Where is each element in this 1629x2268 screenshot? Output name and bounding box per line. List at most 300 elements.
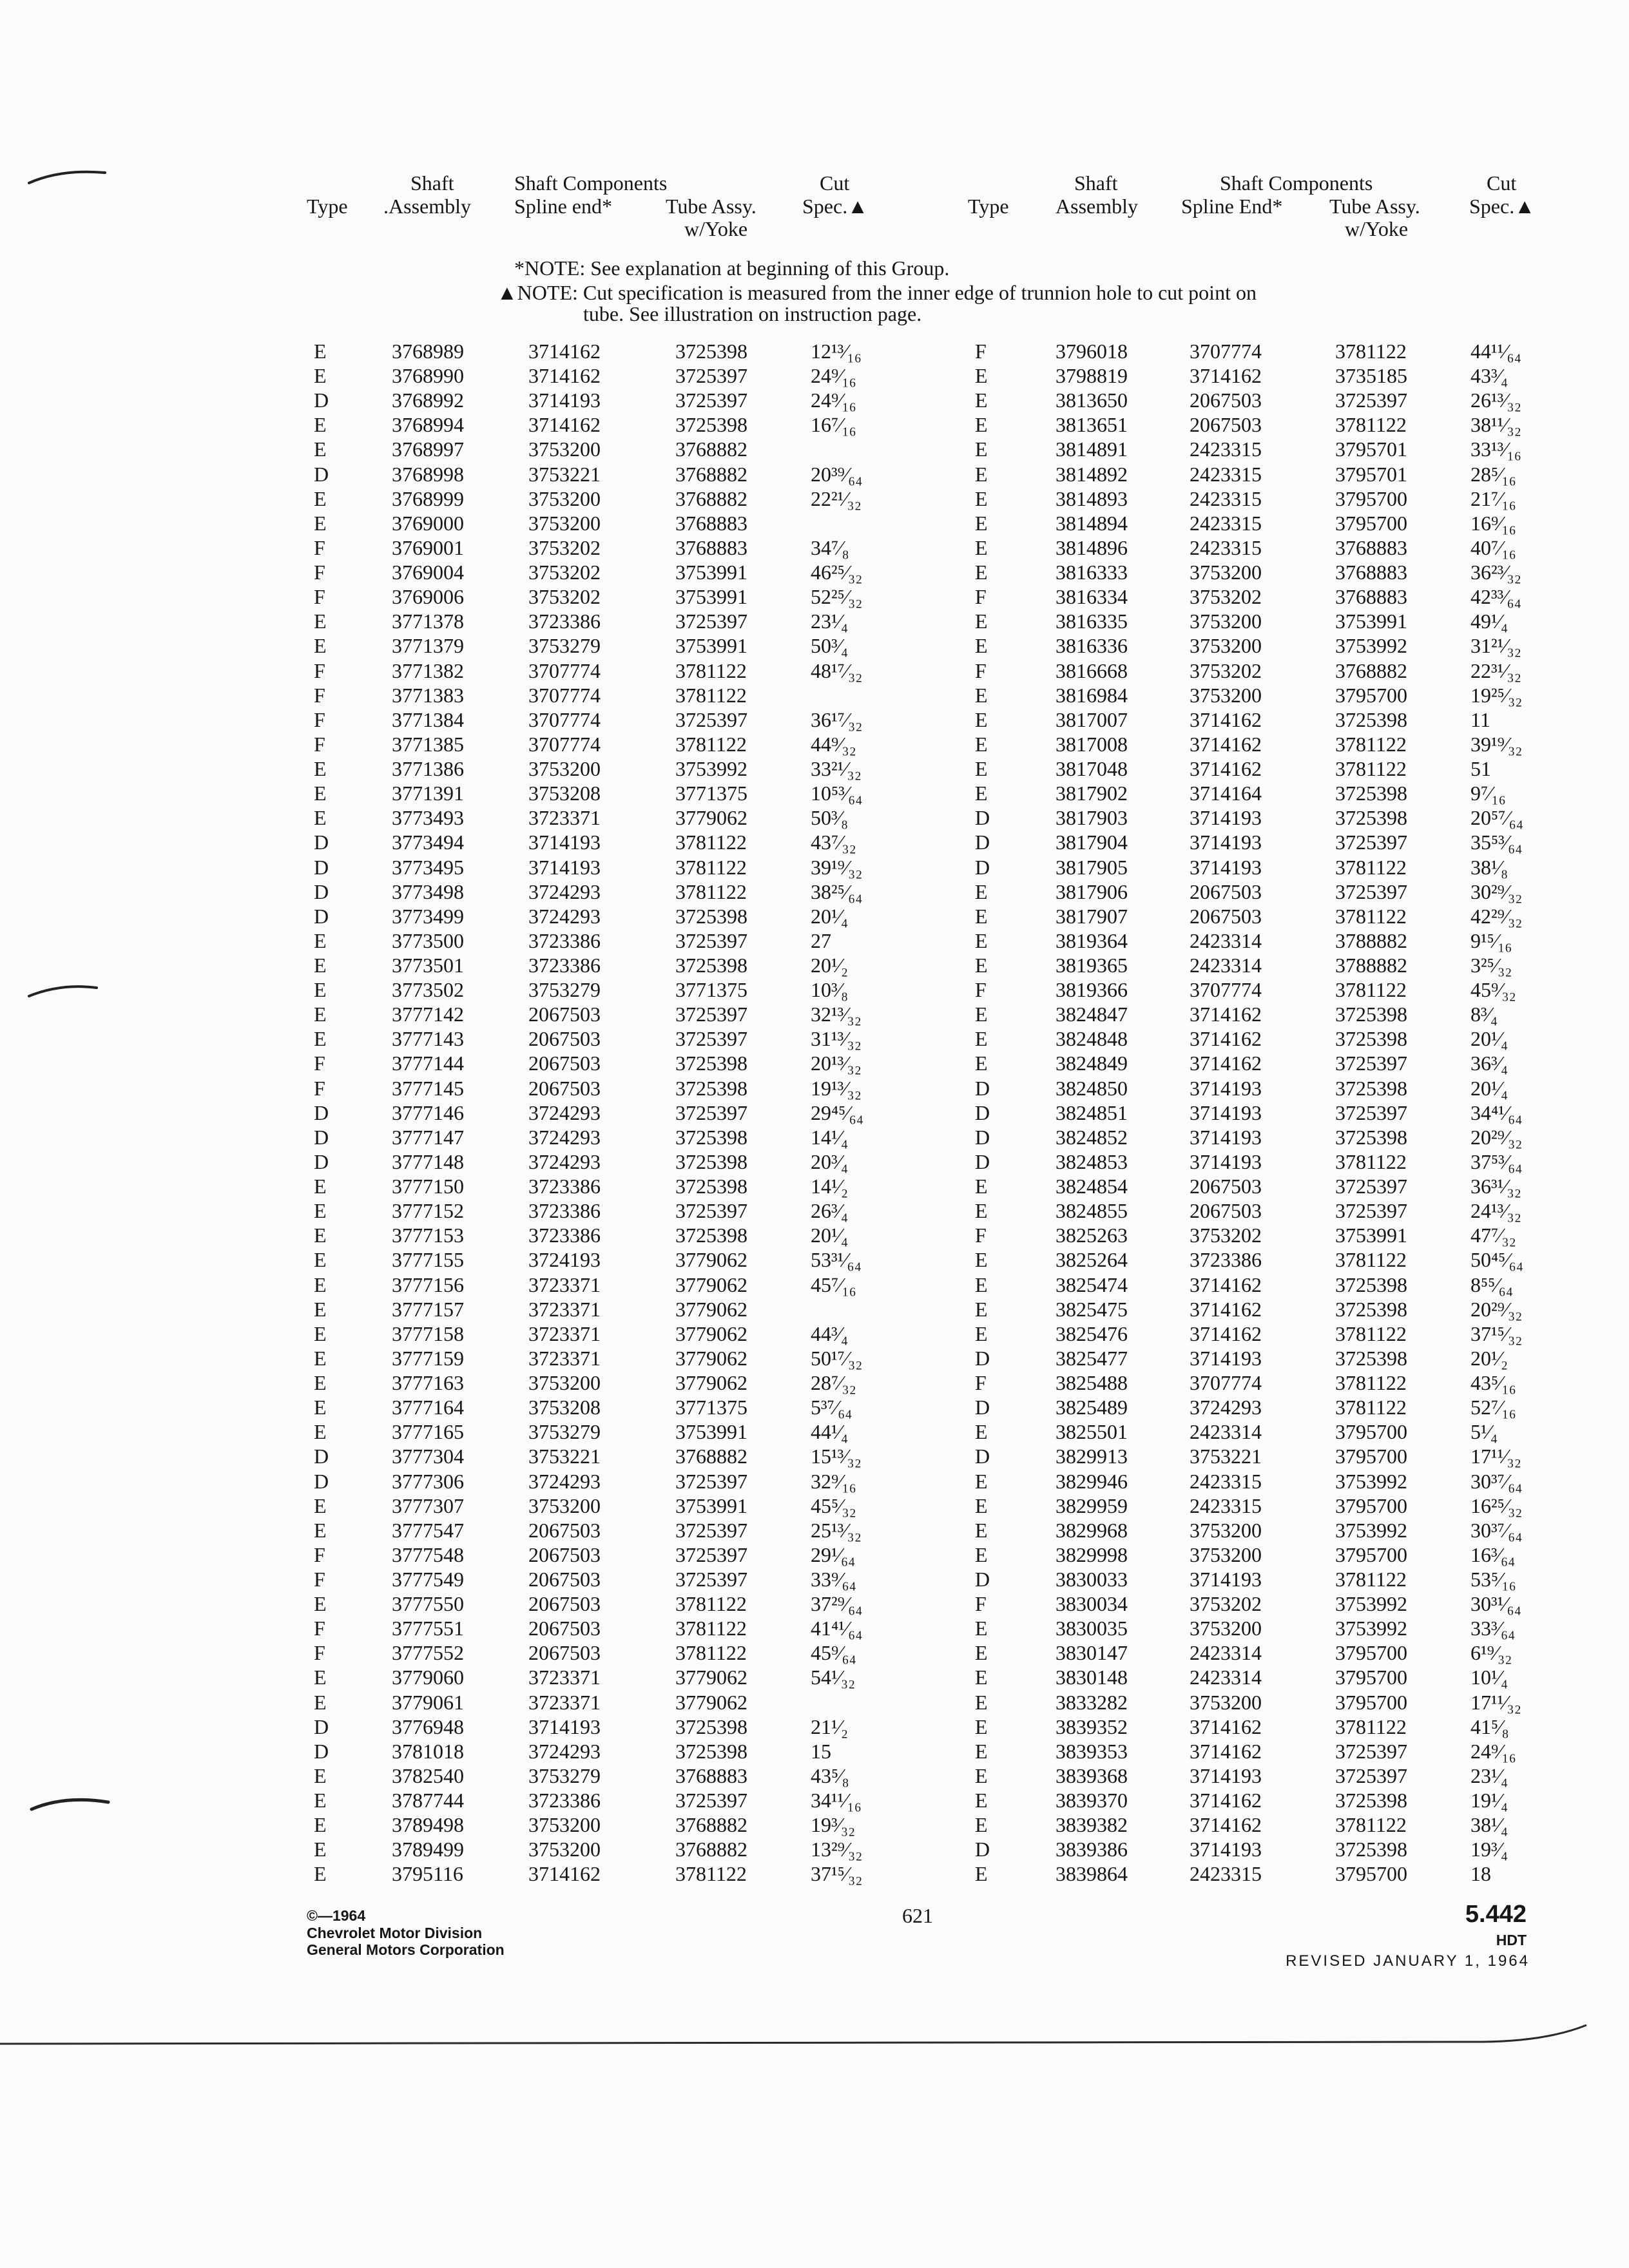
cut-spec-cell: 19¹⁄₄	[1470, 1789, 1509, 1812]
cut-spec-cell: 52⁷⁄₁₆	[1470, 1396, 1516, 1419]
tube-assy-cell: 3788882	[1335, 928, 1407, 952]
tube-assy-cell: 3725398	[675, 954, 747, 977]
shaft-assembly-cell: 3777147	[392, 1125, 464, 1149]
spline-end-cell: 3714162	[1190, 1789, 1262, 1812]
table-row	[0, 1640, 1629, 1665]
type-cell: D	[975, 1149, 990, 1173]
spline-end-cell: 2423315	[1190, 486, 1262, 510]
type-cell: E	[314, 806, 327, 830]
tube-assy-cell: 3725397	[675, 389, 747, 412]
cut-spec-cell: 13²⁹⁄₃₂	[811, 1838, 863, 1861]
spline-end-cell: 3723386	[528, 1175, 601, 1198]
type-cell: D	[975, 1100, 990, 1124]
shaft-assembly-cell: 3816668	[1055, 658, 1128, 682]
type-cell: E	[314, 1838, 327, 1861]
shaft-assembly-cell: 3830148	[1055, 1666, 1128, 1689]
shaft-assembly-cell: 3777144	[392, 1052, 464, 1075]
table-row	[0, 1297, 1629, 1321]
table-row	[0, 879, 1629, 904]
shaft-assembly-cell: 3814894	[1055, 511, 1128, 535]
cut-spec-cell: 53⁵⁄₁₆	[1470, 1568, 1516, 1591]
shaft-assembly-cell: 3768998	[392, 462, 464, 486]
tube-assy-cell: 3725397	[675, 1568, 747, 1591]
cut-spec-cell: 45⁵⁄₃₂	[811, 1494, 856, 1517]
cut-spec-cell: 39¹⁹⁄₃₂	[1470, 732, 1523, 756]
type-cell: E	[314, 1027, 327, 1051]
cut-spec-cell: 37⁵³⁄₆₄	[1470, 1149, 1523, 1173]
cut-spec-cell: 45⁷⁄₁₆	[811, 1273, 856, 1296]
type-cell: E	[314, 1813, 327, 1837]
spline-end-cell: 3724293	[528, 1100, 601, 1124]
tube-assy-cell: 3768882	[675, 1813, 747, 1837]
spline-end-cell: 2423314	[1190, 1641, 1262, 1665]
cut-spec-cell: 27	[811, 928, 831, 952]
type-cell: F	[314, 1568, 325, 1591]
type-cell: E	[975, 1862, 988, 1886]
cut-spec-cell: 20¹⁄₂	[1470, 1346, 1509, 1370]
tube-assy-cell: 3768882	[675, 437, 747, 461]
type-cell: E	[975, 707, 988, 731]
type-cell: E	[314, 1346, 327, 1370]
spline-end-cell: 3714193	[1190, 1763, 1262, 1787]
type-cell: D	[314, 1739, 329, 1763]
right-header-spline-end: Spline End*	[1181, 195, 1283, 218]
tube-assy-cell: 3725398	[1335, 1789, 1407, 1812]
shaft-assembly-cell: 3817906	[1055, 879, 1128, 903]
shaft-assembly-cell: 3814896	[1055, 535, 1128, 559]
cut-spec-cell: 38²⁵⁄₆₄	[811, 879, 863, 903]
tube-assy-cell: 3781122	[675, 1592, 747, 1616]
shaft-assembly-cell: 3769004	[392, 561, 464, 584]
type-cell: E	[975, 1715, 988, 1738]
shaft-assembly-cell: 3829913	[1055, 1445, 1128, 1468]
cut-spec-cell: 15	[811, 1739, 831, 1763]
shaft-assembly-cell: 3777155	[392, 1248, 464, 1272]
tube-assy-cell: 3725397	[1335, 1175, 1407, 1198]
cut-spec-cell: 30³¹⁄₆₄	[1470, 1592, 1521, 1616]
type-cell: D	[314, 1715, 329, 1738]
shaft-assembly-cell: 3777143	[392, 1027, 464, 1051]
cut-spec-cell: 41⁴¹⁄₆₄	[811, 1617, 863, 1640]
cut-spec-cell: 44¹¹⁄₆₄	[1470, 340, 1521, 363]
shaft-assembly-cell: 3779061	[392, 1690, 464, 1714]
tube-assy-cell: 3779062	[675, 1321, 747, 1345]
shaft-assembly-cell: 3825264	[1055, 1248, 1128, 1272]
type-cell: E	[975, 1248, 988, 1272]
spline-end-cell: 2067503	[1190, 879, 1262, 903]
type-cell: E	[975, 1690, 988, 1714]
type-cell: E	[975, 1641, 988, 1665]
table-row	[0, 1494, 1629, 1518]
type-cell: E	[975, 732, 988, 756]
cut-spec-cell: 38¹⁄₄	[1470, 1813, 1509, 1837]
shaft-assembly-cell: 3819366	[1055, 978, 1128, 1002]
cut-spec-cell: 22³¹⁄₃₂	[1470, 658, 1521, 682]
cut-spec-cell: 37¹⁵⁄₃₂	[811, 1862, 863, 1886]
shaft-assembly-cell: 3777146	[392, 1100, 464, 1124]
type-cell: D	[314, 831, 329, 854]
tube-assy-cell: 3795700	[1335, 1445, 1407, 1468]
tube-assy-cell: 3795701	[1335, 462, 1407, 486]
spline-end-cell: 3753200	[1190, 610, 1262, 633]
shaft-assembly-cell: 3773498	[392, 879, 464, 903]
tube-assy-cell: 3795701	[1335, 437, 1407, 461]
tube-assy-cell: 3725398	[1335, 1125, 1407, 1149]
type-cell: E	[314, 437, 327, 461]
type-cell: E	[975, 904, 988, 928]
table-row	[0, 928, 1629, 953]
cut-spec-cell: 30²⁹⁄₃₂	[1470, 879, 1523, 903]
cut-spec-cell: 35⁵³⁄₆₄	[1470, 831, 1523, 854]
left-header-cut: Cut	[820, 171, 850, 195]
tube-assy-cell: 3781122	[1335, 757, 1407, 781]
tube-assy-cell: 3781122	[1335, 340, 1407, 363]
cut-spec-cell: 43⁷⁄₃₂	[811, 831, 856, 854]
tube-assy-cell: 3725397	[675, 1027, 747, 1051]
tube-assy-cell: 3781122	[1335, 855, 1407, 879]
spline-end-cell: 2067503	[528, 1518, 601, 1542]
table-row	[0, 584, 1629, 609]
tube-assy-cell: 3781122	[1335, 904, 1407, 928]
right-table-body	[0, 339, 1629, 1888]
type-cell: E	[314, 1592, 327, 1616]
type-cell: F	[314, 561, 325, 584]
cut-spec-cell: 14¹⁄₂	[811, 1175, 849, 1198]
spline-end-cell: 3753202	[1190, 658, 1262, 682]
table-row	[0, 1346, 1629, 1370]
type-cell: E	[314, 1371, 327, 1395]
tube-assy-cell: 3725398	[675, 904, 747, 928]
spline-end-cell: 2423315	[1190, 1862, 1262, 1886]
spline-end-cell: 2423314	[1190, 928, 1262, 952]
right-header-shaft: Shaft	[1074, 171, 1118, 195]
cut-spec-cell: 48¹⁷⁄₃₂	[811, 658, 863, 682]
cut-spec-cell: 32⁹⁄₁₆	[811, 1469, 856, 1493]
cut-spec-cell: 19³⁄₃₂	[811, 1813, 856, 1837]
cut-spec-cell: 10⁵³⁄₆₄	[811, 782, 863, 805]
type-cell: E	[975, 413, 988, 437]
shaft-assembly-cell: 3824850	[1055, 1076, 1128, 1100]
type-cell: E	[975, 1003, 988, 1026]
shaft-assembly-cell: 3768994	[392, 413, 464, 437]
type-cell: D	[975, 1838, 990, 1861]
type-cell: E	[975, 1789, 988, 1812]
table-row	[0, 486, 1629, 511]
tube-assy-cell: 3781122	[1335, 978, 1407, 1002]
spline-end-cell: 3753200	[528, 437, 601, 461]
spline-end-cell: 3724193	[528, 1248, 601, 1272]
table-row	[0, 1567, 1629, 1591]
shaft-assembly-cell: 3816334	[1055, 585, 1128, 609]
type-cell: E	[314, 782, 327, 805]
tube-assy-cell: 3753992	[1335, 634, 1407, 658]
shaft-assembly-cell: 3795116	[392, 1862, 463, 1886]
tube-assy-cell: 3771375	[675, 1396, 747, 1419]
table-row	[0, 855, 1629, 879]
spline-end-cell: 3707774	[528, 658, 601, 682]
spline-end-cell: 3723371	[528, 806, 601, 830]
type-cell: E	[314, 1321, 327, 1345]
type-cell: E	[314, 364, 327, 388]
type-cell: F	[975, 978, 987, 1002]
shaft-assembly-cell: 3817048	[1055, 757, 1128, 781]
tube-assy-cell: 3779062	[675, 806, 747, 830]
shaft-assembly-cell: 3773493	[392, 806, 464, 830]
table-row	[0, 1100, 1629, 1125]
shaft-assembly-cell: 3825475	[1055, 1297, 1128, 1321]
shaft-assembly-cell: 3769001	[392, 535, 464, 559]
spline-end-cell: 3723386	[1190, 1248, 1262, 1272]
right-header-spec: Spec.▲	[1469, 195, 1535, 218]
cut-spec-cell: 21⁷⁄₁₆	[1470, 486, 1516, 510]
spline-end-cell: 2067503	[1190, 413, 1262, 437]
spline-end-cell: 3714193	[1190, 1346, 1262, 1370]
table-row	[0, 412, 1629, 437]
table-row	[0, 707, 1629, 732]
shaft-assembly-cell: 3839864	[1055, 1862, 1128, 1886]
cut-spec-cell: 10¹⁄₄	[1470, 1666, 1509, 1689]
cut-spec-cell: 43⁵⁄₈	[811, 1763, 849, 1787]
type-cell: D	[975, 1445, 990, 1468]
cut-spec-cell: 46²⁵⁄₃₂	[811, 561, 863, 584]
shaft-assembly-cell: 3824854	[1055, 1175, 1128, 1198]
tube-assy-cell: 3725398	[1335, 806, 1407, 830]
tube-assy-cell: 3768883	[675, 511, 747, 535]
tube-assy-cell: 3781122	[675, 855, 747, 879]
spline-end-cell: 3724293	[528, 1125, 601, 1149]
table-row	[0, 535, 1629, 560]
cut-spec-cell: 43⁵⁄₁₆	[1470, 1371, 1516, 1395]
tube-assy-cell: 3725398	[1335, 1273, 1407, 1296]
spline-end-cell: 3753202	[528, 585, 601, 609]
tube-assy-cell: 3779062	[675, 1273, 747, 1296]
section-code: HDT	[1496, 1932, 1527, 1948]
spline-end-cell: 3714162	[528, 364, 601, 388]
type-cell: D	[975, 1396, 990, 1419]
type-cell: E	[975, 1321, 988, 1345]
spline-end-cell: 3753200	[1190, 683, 1262, 707]
right-header-tube-assy: Tube Assy.	[1329, 195, 1420, 218]
shaft-assembly-cell: 3830033	[1055, 1568, 1128, 1591]
table-row	[0, 1665, 1629, 1689]
tube-assy-cell: 3795700	[1335, 1862, 1407, 1886]
cut-spec-cell: 17¹¹⁄₃₂	[1470, 1445, 1521, 1468]
tube-assy-cell: 3781122	[1335, 1248, 1407, 1272]
table-row	[0, 1174, 1629, 1198]
note-explanation: *NOTE: See explanation at beginning of this Group.	[514, 256, 950, 280]
tube-assy-cell: 3768883	[1335, 535, 1407, 559]
page-number: 621	[902, 1904, 933, 1927]
type-cell: E	[975, 1494, 988, 1517]
type-cell: E	[975, 437, 988, 461]
spline-end-cell: 2423315	[1190, 1469, 1262, 1493]
shaft-assembly-cell: 3779060	[392, 1666, 464, 1689]
tube-assy-cell: 3725398	[675, 413, 747, 437]
cut-spec-cell: 16⁷⁄₁₆	[811, 413, 856, 437]
tube-assy-cell: 3725398	[1335, 707, 1407, 731]
shaft-assembly-cell: 3773494	[392, 831, 464, 854]
corporation-name: General Motors Corporation	[307, 1941, 505, 1958]
spline-end-cell: 3724293	[528, 1149, 601, 1173]
shaft-assembly-cell: 3839382	[1055, 1813, 1128, 1837]
shaft-assembly-cell: 3768997	[392, 437, 464, 461]
spline-end-cell: 3753279	[528, 1420, 601, 1444]
type-cell: E	[975, 1813, 988, 1837]
spline-end-cell: 3723371	[528, 1273, 601, 1296]
shaft-assembly-cell: 3839386	[1055, 1838, 1128, 1861]
shaft-assembly-cell: 3825477	[1055, 1346, 1128, 1370]
spline-end-cell: 2423315	[1190, 1494, 1262, 1517]
shaft-assembly-cell: 3825474	[1055, 1273, 1128, 1296]
spline-end-cell: 3753279	[528, 1763, 601, 1787]
table-row	[0, 1542, 1629, 1567]
type-cell: D	[314, 389, 329, 412]
spline-end-cell: 3724293	[528, 1739, 601, 1763]
tube-assy-cell: 3725398	[1335, 1076, 1407, 1100]
type-cell: E	[314, 1297, 327, 1321]
cut-spec-cell: 50³⁄₄	[811, 634, 849, 658]
type-cell: E	[314, 1789, 327, 1812]
tube-assy-cell: 3753992	[675, 757, 747, 781]
table-row	[0, 1002, 1629, 1026]
tube-assy-cell: 3725398	[675, 1149, 747, 1173]
tube-assy-cell: 3753991	[675, 561, 747, 584]
cut-spec-cell: 18	[1470, 1862, 1491, 1886]
shaft-assembly-cell: 3817007	[1055, 707, 1128, 731]
spline-end-cell: 3723386	[528, 1224, 601, 1247]
cut-spec-cell: 14¹⁄₄	[811, 1125, 849, 1149]
tube-assy-cell: 3725398	[1335, 1027, 1407, 1051]
table-row	[0, 1149, 1629, 1174]
cut-spec-cell: 26³⁄₄	[811, 1199, 849, 1223]
note-cut-spec-line1: ▲NOTE: Cut specification is measured from the inner edge of trunnion hole to cut point on	[497, 281, 1257, 304]
shaft-assembly-cell: 3777157	[392, 1297, 464, 1321]
tube-assy-cell: 3781122	[675, 1862, 747, 1886]
type-cell: E	[975, 782, 988, 805]
shaft-assembly-cell: 3816984	[1055, 683, 1128, 707]
table-row	[0, 1198, 1629, 1223]
spline-end-cell: 3753200	[1190, 634, 1262, 658]
spline-end-cell: 2067503	[1190, 1175, 1262, 1198]
type-cell: E	[975, 462, 988, 486]
cut-spec-cell: 20²⁹⁄₃₂	[1470, 1125, 1523, 1149]
tube-assy-cell: 3768883	[1335, 585, 1407, 609]
tube-assy-cell: 3753991	[675, 1420, 747, 1444]
cut-spec-cell: 49¹⁄₄	[1470, 610, 1509, 633]
type-cell: E	[975, 1027, 988, 1051]
tube-assy-cell: 3753992	[1335, 1518, 1407, 1542]
spline-end-cell: 3714162	[1190, 1321, 1262, 1345]
type-cell: F	[975, 585, 987, 609]
spline-end-cell: 3714193	[1190, 806, 1262, 830]
spline-end-cell: 3714193	[528, 389, 601, 412]
spline-end-cell: 3753200	[1190, 1690, 1262, 1714]
type-cell: E	[975, 879, 988, 903]
spline-end-cell: 3714162	[1190, 1739, 1262, 1763]
tube-assy-cell: 3753991	[675, 634, 747, 658]
type-cell: E	[975, 928, 988, 952]
cut-spec-cell: 44¹⁄₄	[811, 1420, 849, 1444]
shaft-assembly-cell: 3817907	[1055, 904, 1128, 928]
shaft-assembly-cell: 3817903	[1055, 806, 1128, 830]
cut-spec-cell: 20³⁹⁄₆₄	[811, 462, 863, 486]
table-row	[0, 781, 1629, 805]
cut-spec-cell: 19²⁵⁄₃₂	[1470, 683, 1523, 707]
spline-end-cell: 3724293	[528, 879, 601, 903]
spline-end-cell: 3714162	[1190, 1813, 1262, 1837]
table-row	[0, 363, 1629, 388]
shaft-assembly-cell: 3816335	[1055, 610, 1128, 633]
spline-end-cell: 3714193	[1190, 1149, 1262, 1173]
scan-mark	[29, 172, 105, 183]
table-row	[0, 683, 1629, 707]
type-cell: E	[314, 511, 327, 535]
shaft-assembly-cell: 3829959	[1055, 1494, 1128, 1517]
spline-end-cell: 3714162	[1190, 1027, 1262, 1051]
spline-end-cell: 3753202	[1190, 1224, 1262, 1247]
cut-spec-cell: 21¹⁄₂	[811, 1715, 849, 1738]
cut-spec-cell: 11	[1470, 707, 1490, 731]
tube-assy-cell: 3725397	[1335, 879, 1407, 903]
type-cell: F	[975, 1592, 987, 1616]
cut-spec-cell: 17¹¹⁄₃₂	[1470, 1690, 1521, 1714]
left-header-shaft-components: Shaft Components	[514, 171, 668, 195]
type-cell: E	[314, 1666, 327, 1689]
tube-assy-cell: 3753992	[1335, 1592, 1407, 1616]
type-cell: E	[314, 1199, 327, 1223]
tube-assy-cell: 3781122	[1335, 413, 1407, 437]
spline-end-cell: 3714193	[1190, 831, 1262, 854]
shaft-assembly-cell: 3776948	[392, 1715, 464, 1738]
type-cell: E	[314, 1862, 327, 1886]
shaft-assembly-cell: 3816336	[1055, 634, 1128, 658]
table-row	[0, 1273, 1629, 1297]
spline-end-cell: 2067503	[528, 1568, 601, 1591]
cut-spec-cell: 40⁷⁄₁₆	[1470, 535, 1516, 559]
tube-assy-cell: 3753991	[1335, 610, 1407, 633]
shaft-assembly-cell: 3771385	[392, 732, 464, 756]
type-cell: E	[314, 1494, 327, 1517]
tube-assy-cell: 3781122	[675, 1617, 747, 1640]
type-cell: E	[975, 757, 988, 781]
tube-assy-cell: 3779062	[675, 1346, 747, 1370]
shaft-assembly-cell: 3817902	[1055, 782, 1128, 805]
spline-end-cell: 3723371	[528, 1666, 601, 1689]
section-number: 5.442	[1465, 1901, 1527, 1928]
table-row	[0, 1444, 1629, 1468]
shaft-assembly-cell: 3769000	[392, 511, 464, 535]
spline-end-cell: 3753202	[1190, 585, 1262, 609]
type-cell: D	[975, 831, 990, 854]
type-cell: D	[975, 855, 990, 879]
shaft-assembly-cell: 3781018	[392, 1739, 464, 1763]
left-header-yoke: w/Yoke	[684, 217, 748, 240]
tube-assy-cell: 3768882	[1335, 658, 1407, 682]
tube-assy-cell: 3753991	[675, 1494, 747, 1517]
shaft-assembly-cell: 3833282	[1055, 1690, 1128, 1714]
spline-end-cell: 3723371	[528, 1297, 601, 1321]
spline-end-cell: 2067503	[528, 1617, 601, 1640]
table-row	[0, 756, 1629, 781]
tube-assy-cell: 3771375	[675, 782, 747, 805]
tube-assy-cell: 3781122	[675, 683, 747, 707]
type-cell: E	[975, 486, 988, 510]
cut-spec-cell: 50³⁄₈	[811, 806, 849, 830]
table-row	[0, 511, 1629, 535]
shaft-assembly-cell: 3777165	[392, 1420, 464, 1444]
tube-assy-cell: 3725398	[1335, 782, 1407, 805]
shaft-assembly-cell: 3816333	[1055, 561, 1128, 584]
